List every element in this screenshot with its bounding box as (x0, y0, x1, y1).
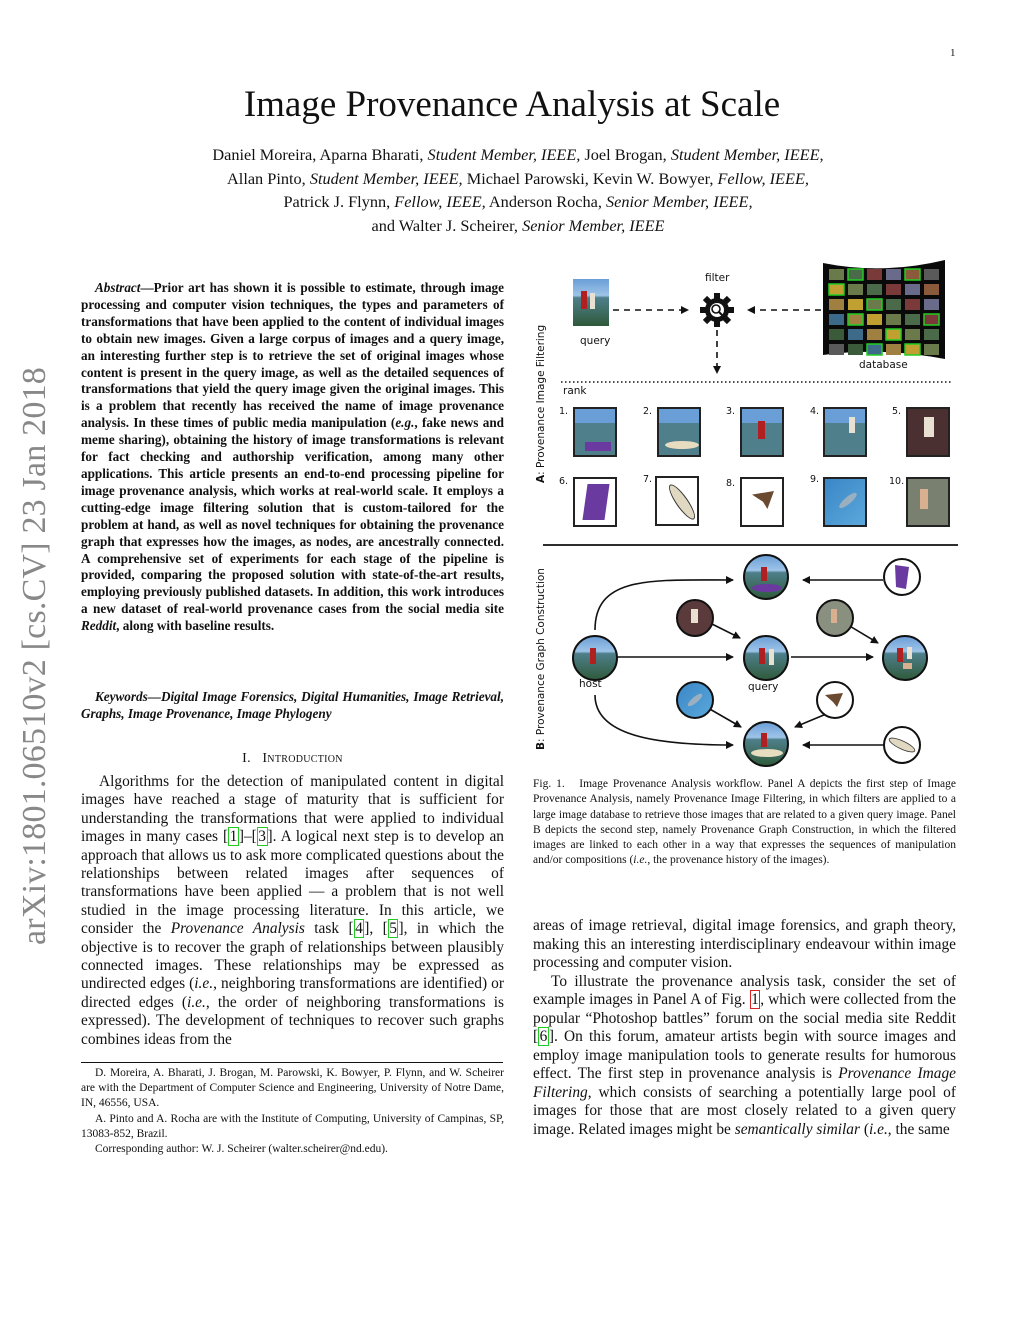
footnotes (81, 1066, 504, 1157)
graph-node-dancer-source (677, 600, 713, 636)
abstract-label: Abstract (95, 280, 141, 295)
keywords: Keywords—Digital Image Forensics, Digital Humanities, Image Retrieval, Graphs, Image Provenance, Image Phylogeny (81, 689, 504, 721)
arxiv-stamp: arXiv:1801.06510v2 [cs.CV] 23 Jan 2018 (16, 367, 53, 945)
citation-link-6[interactable]: 6 (539, 1028, 548, 1045)
panel-a-label: A: Provenance Image Filtering (535, 324, 547, 483)
section-heading-introduction: I. Introduction (242, 751, 343, 766)
figure-1: A: Provenance Image Filtering B: Provenance Graph Construction filter query database rank 1. 2. 3. 4. 5. 6. 7. 8. 9. 10. host query (533, 255, 963, 770)
query-label: query (580, 335, 611, 347)
graph-node-board-source (884, 727, 920, 763)
footnote-affiliation-unicamp: A. Pinto and A. Rocha are with the Institute of Computing, University of Campinas, SP, 13083-852, Brazil. (81, 1112, 504, 1140)
author-line-1: Daniel Moreira, Aparna Bharati, Student Member, IEEE, Joel Brogan, Student Member, IEEE, (212, 145, 824, 164)
graph-node-query (744, 636, 788, 680)
ranked-image-7 (655, 476, 699, 526)
abstract: Abstract—Prior art has shown it is possible to estimate, through image processing and computer vision techniques, the types and parameters of transformations that have been applied to the content of individual images to obtain new images. Given a large corpus of images and a query image, an interesting further step is to retrieve the set of original images whose content is present in the query image, as well as the detailed sequences of transformations that yield the query image given the original images. This is a problem that recently has received the name of image provenance analysis. In these times of public media manipulation (e.g., fake news and meme sharing), obtaining the history of image transformations is relevant for fact checking and authorship verification, among many other applications. This article presents an end-to-end processing pipeline for image provenance analysis, which works at real-world scale. It employs a cutting-edge image filtering solution that is custom-tailored for the problem at hand, as well as novel techniques for obtaining the provenance graph that expresses how the images, as nodes, are ancestrally connected. A comprehensive set of experiments for each stage of the pipeline is provided, comparing the proposed solution with state-of-the-art results, employing previously published datasets. In addition, this work introduces a new dataset of real-world provenance cases from the social media site Reddit, along with baseline results. (81, 280, 504, 634)
ranked-image-5 (906, 407, 950, 457)
database-label: database (859, 359, 908, 371)
author-line-4: and Walter J. Scheirer, Senior Member, IEEE (371, 216, 665, 236)
graph-node-hammerhead-source (817, 682, 853, 718)
intro-paragraph: To illustrate the provenance analysis task, consider the set of example images in Panel A of Fig. 1, which were collected from the popular “Photoshop battles” forum on the social media site Reddit [6]. On this forum, amateur artists begin with source images and employ image manipulation tools to generate results for humorous effect. The first step in provenance analysis is Provenance Image Filtering, which consists of searching a potentially large pool of images for those that are most closely related to a given query image. Related images might be semantically similar (i.e., the same (533, 972, 957, 1138)
citation-link-4[interactable]: 4 (355, 920, 363, 938)
citation-link-1[interactable]: 1 (229, 828, 238, 846)
graph-node-host (573, 636, 617, 680)
citation-link-3[interactable]: 3 (258, 828, 266, 846)
author-list (100, 143, 936, 238)
ranked-image-3 (740, 407, 784, 457)
citation-link-5[interactable]: 5 (389, 920, 397, 938)
footnote-affiliation-nd: D. Moreira, A. Bharati, J. Brogan, M. Parowski, K. Bowyer, P. Flynn, and W. Scheirer are with the Department of Computer Science and Engineering, University of Notre Dame, IN, 46556, USA. (81, 1067, 504, 1110)
ranked-image-6 (573, 477, 617, 527)
graph-node-shark-source (677, 682, 713, 718)
page-number: 1 (950, 47, 956, 59)
footnote-divider (81, 1062, 503, 1063)
host-label: host (579, 678, 602, 690)
query-image (573, 279, 609, 326)
graph-node-board-composite (744, 722, 788, 766)
gear-magnifier-icon (700, 293, 734, 327)
graph-query-label: query (748, 681, 779, 693)
ranked-image-10 (906, 477, 950, 527)
database-image-grid (823, 260, 945, 359)
paper-title: Image Provenance Analysis at Scale (243, 84, 781, 125)
filter-label: filter (705, 272, 730, 284)
ranked-image-4 (823, 407, 867, 457)
graph-node-final-composite (883, 636, 927, 680)
panel-b-label: B: Provenance Graph Construction (535, 568, 547, 750)
footnote-corresponding-author: Corresponding author: W. J. Scheirer (walter.scheirer@nd.edu). (95, 1143, 388, 1156)
introduction-body (81, 773, 504, 1049)
intro-paragraph: Algorithms for the detection of manipulated content in digital images have reached a stage of maturity that is sufficient for understanding the transformations that were applied to individual images in many cases [1]–[3]. A logical next step is to develop an approach that allows us to ask more complicated questions about the relationships between related images after sequences of transformations have been applied — a problem that is not well studied in the image processing literature. In this article, we consider the Provenance Analysis task [4], [5], in which the objective is to recover the graph of relationships between plausibly connected images. These relationships may be expressed as undirected edges (i.e., neighboring transformations are identified) or directed edges (i.e., the order of neighboring transformations is expressed). The development of techniques to recover such graphs combines ideas from the (81, 773, 505, 1048)
author-line-2: Allan Pinto, Student Member, IEEE, Michael Parowski, Kevin W. Bowyer, Fellow, IEEE, (227, 168, 809, 188)
ranked-image-9 (823, 477, 867, 527)
author-line-3: Patrick J. Flynn, Fellow, IEEE, Anderson Rocha, Senior Member, IEEE, (283, 192, 753, 212)
figure-ref-link-1[interactable]: 1 (751, 991, 759, 1008)
graph-node-carpet-source (884, 559, 920, 595)
figure-caption: Fig. 1. Image Provenance Analysis workflow. Panel A depicts the first step of Image Provenance Analysis, namely Provenance Image Filtering, in which filters are applied to a large image database to retrieve those images that are related to a given query image. Panel B depicts the second step, namely Provenance Graph Construction, in which the filtered images are linked to each other in a way that expresses the sequences of manipulation and/or compositions (i.e., the provenance history of the images). (533, 778, 957, 867)
introduction-body-continued (533, 917, 956, 1139)
graph-node-carpet-composite (744, 555, 788, 599)
ranked-image-2 (657, 407, 701, 457)
ranked-image-8 (740, 477, 784, 527)
intro-paragraph: areas of image retrieval, digital image forensics, and graph theory, making this an interesting interdisciplinary endeavour within image processing and computer vision. (533, 917, 956, 971)
graph-node-jumper-source (817, 600, 853, 636)
ranked-image-1 (573, 407, 617, 457)
rank-label: rank (563, 385, 587, 397)
